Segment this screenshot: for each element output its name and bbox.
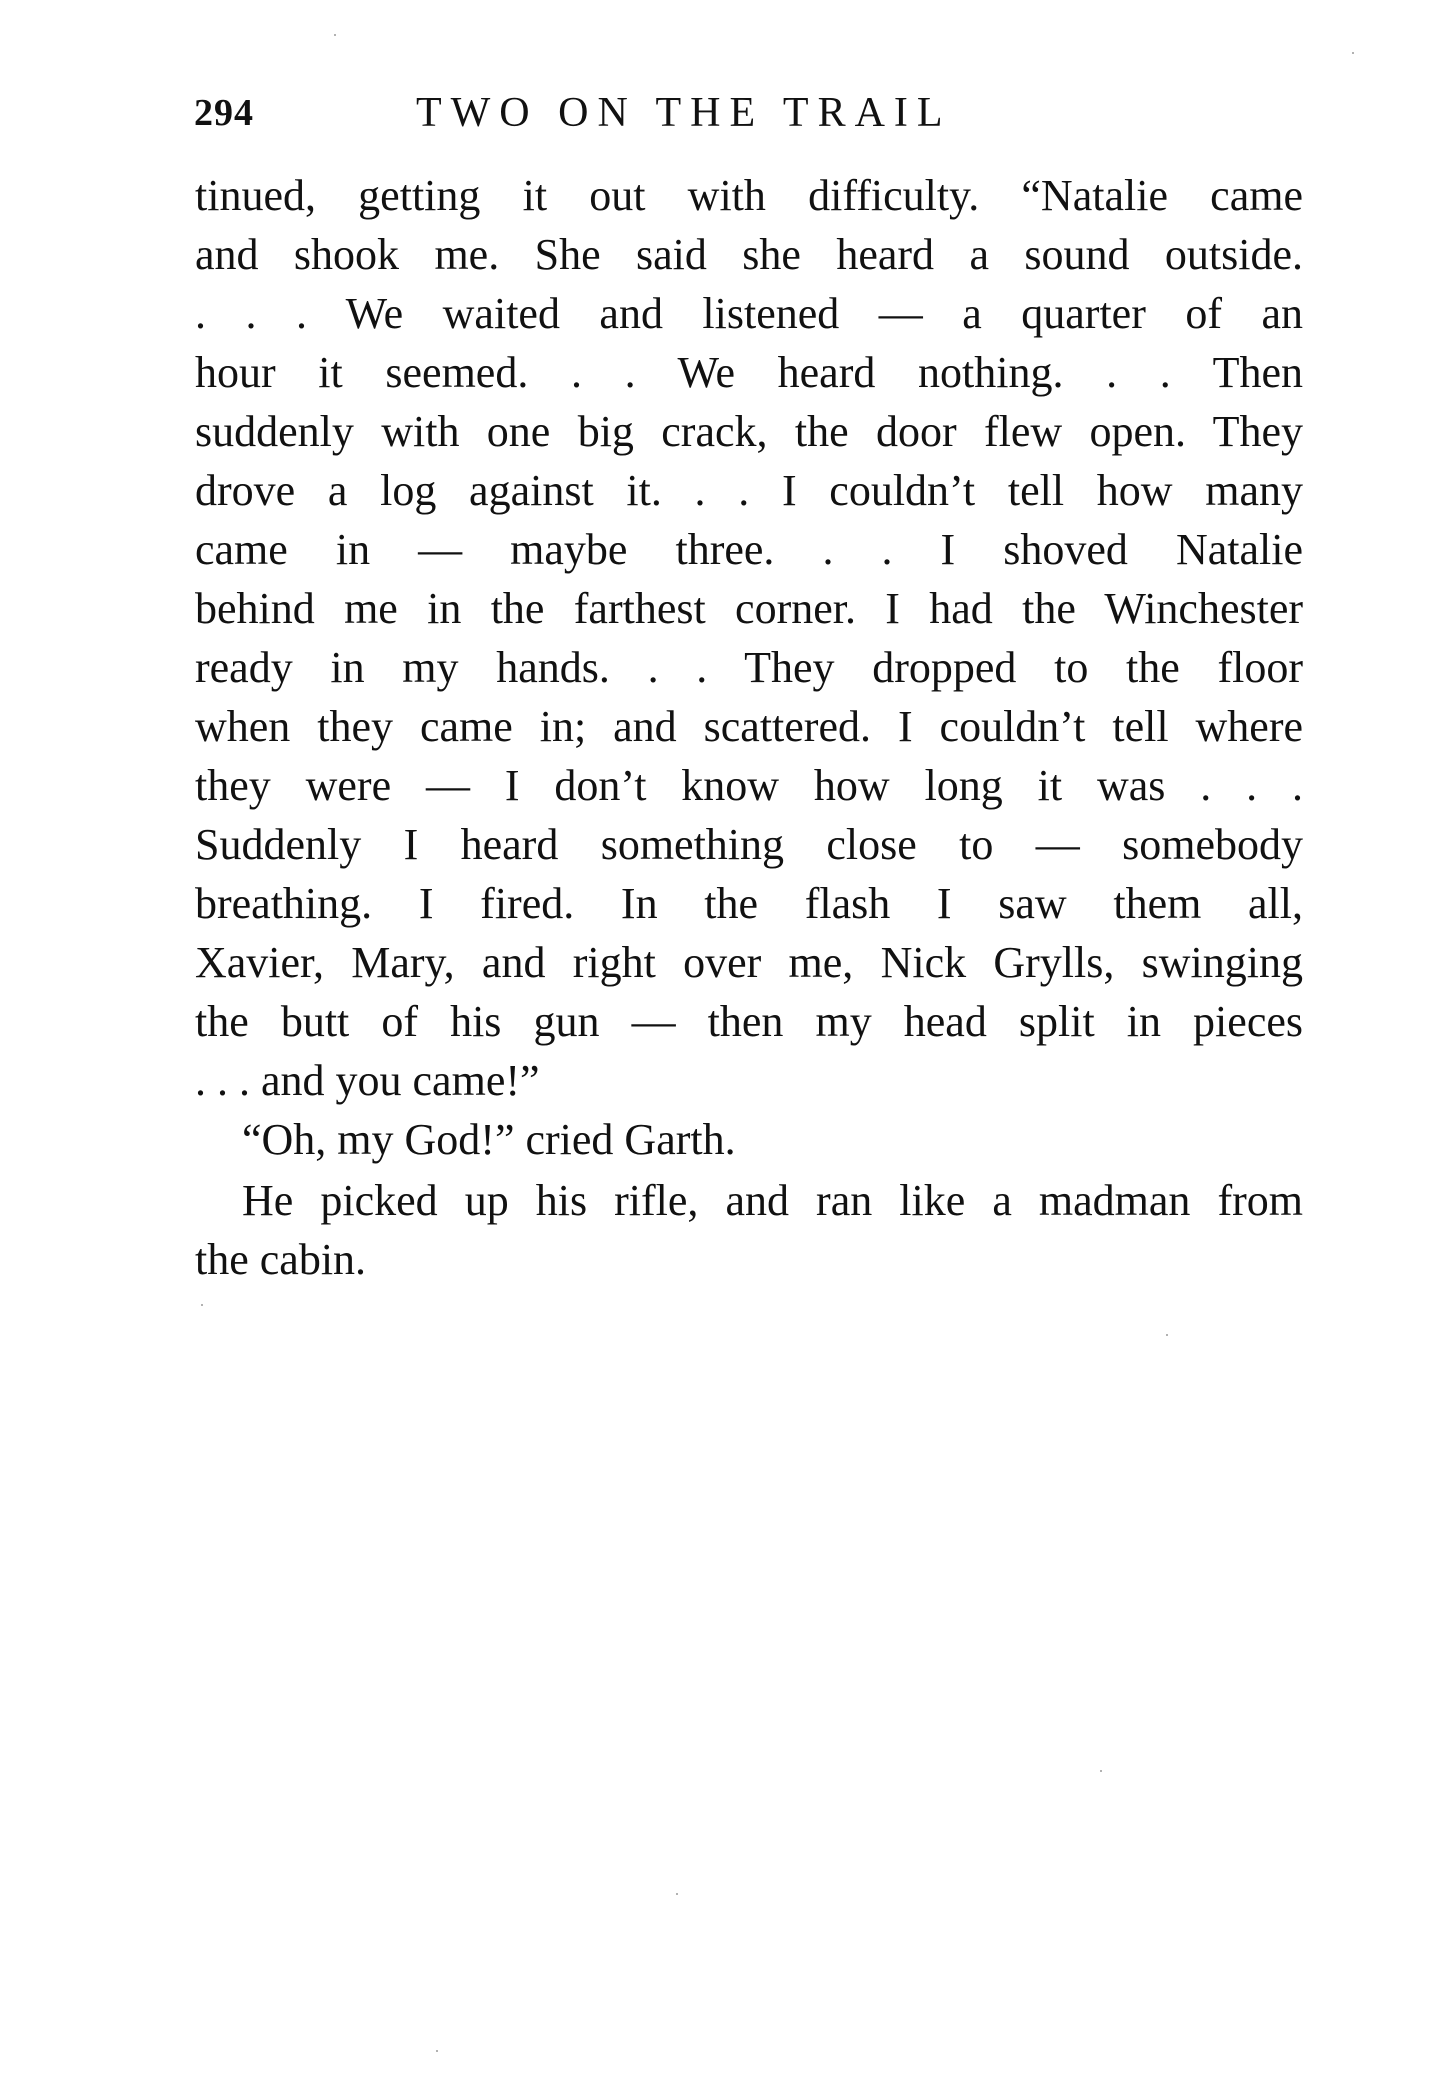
paper-speck xyxy=(1100,1770,1102,1772)
paper-speck xyxy=(1166,1334,1168,1336)
running-title: TWO ON THE TRAIL xyxy=(416,90,952,136)
text-line: tinued, getting it out with difficulty. “Natalie came xyxy=(195,171,1303,220)
text-line: drove a log against it. . . I couldn’t tell how many xyxy=(195,466,1303,515)
text-line: behind me in the farthest corner. I had the Winchester xyxy=(195,584,1303,633)
paper-speck xyxy=(436,2050,438,2052)
text-line: came in — maybe three. . . I shoved Natalie xyxy=(195,525,1303,574)
text-line: “Oh, my God!” cried Garth. xyxy=(242,1115,736,1164)
paper-speck xyxy=(201,1304,203,1306)
text-line: suddenly with one big crack, the door flew open. They xyxy=(195,407,1303,456)
text-line: when they came in; and scattered. I couldn’t tell where xyxy=(195,702,1303,751)
text-line: . . . and you came!” xyxy=(195,1056,540,1105)
text-line: and shook me. She said she heard a sound outside. xyxy=(195,230,1303,279)
text-line: Xavier, Mary, and right over me, Nick Grylls, swinging xyxy=(195,938,1303,987)
text-line: the butt of his gun — then my head split in pieces xyxy=(195,997,1303,1046)
page-number: 294 xyxy=(194,92,254,134)
text-line: breathing. I fired. In the flash I saw them all, xyxy=(195,879,1303,928)
paper-speck xyxy=(676,1893,678,1895)
paper-speck xyxy=(1352,52,1354,54)
text-line: hour it seemed. . . We heard nothing. . . Then xyxy=(195,348,1303,397)
text-line: He picked up his rifle, and ran like a madman from xyxy=(242,1176,1303,1225)
running-head xyxy=(194,88,1304,138)
text-line: they were — I don’t know how long it was . . . xyxy=(195,761,1303,810)
text-line: Suddenly I heard something close to — somebody xyxy=(195,820,1303,869)
paper-speck xyxy=(334,34,336,36)
text-line: ready in my hands. . . They dropped to the floor xyxy=(195,643,1303,692)
text-line: . . . We waited and listened — a quarter of an xyxy=(195,289,1303,338)
text-line: the cabin. xyxy=(195,1235,367,1284)
body-text xyxy=(195,166,1303,1289)
